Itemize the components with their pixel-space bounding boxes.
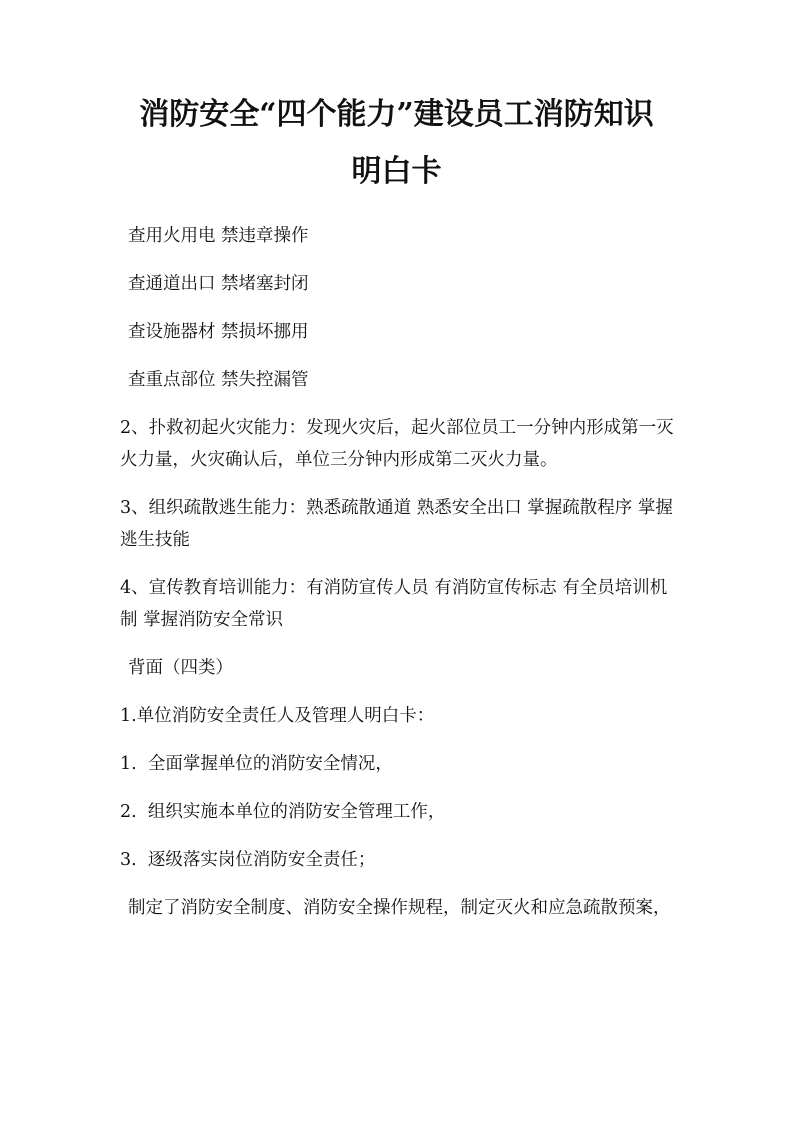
document-title-line1: 消防安全“四个能力”建设员工消防知识 <box>139 97 654 132</box>
list-item-1: 1. 全面掌握单位的消防安全情况， <box>120 754 393 774</box>
paragraph-check-fire-electricity: 查用火用电 禁违章操作 <box>128 226 309 246</box>
paragraph-check-key-areas: 查重点部位 禁失控漏管 <box>128 370 309 390</box>
paragraph-check-equipment: 查设施器材 禁损坏挪用 <box>128 322 309 342</box>
paragraph-fire-fighting-ability: 2、扑救初起火灾能力：发现火灾后，起火部位员工一分钟内形成第一灭火力量，火灾确认后，单位三分钟内形成第二灭火力量。 <box>120 418 674 470</box>
paragraph-regulations: 制定了消防安全制度、消防安全操作规程，制定灭火和应急疏散预案， <box>128 898 671 918</box>
paragraph-responsible-person-card: 1.单位消防安全责任人及管理人明白卡： <box>120 706 435 726</box>
paragraph-training-ability: 4、宣传教育培训能力：有消防宣传人员 有消防宣传标志 有全员培训机制 掌握消防安全常识 <box>120 578 668 630</box>
paragraph-back-side-heading: 背面（四类） <box>128 658 233 678</box>
paragraph-evacuation-ability: 3、组织疏散逃生能力：熟悉疏散通道 熟悉安全出口 掌握疏散程序 掌握逃生技能 <box>120 498 673 550</box>
document-body <box>120 220 680 940</box>
paragraph-check-exits: 查通道出口 禁堵塞封闭 <box>128 274 309 294</box>
list-item-2: 2. 组织实施本单位的消防安全管理工作， <box>120 802 446 822</box>
document-title-line2: 明白卡 <box>351 154 442 189</box>
list-item-3: 3. 逐级落实岗位消防安全责任； <box>120 850 376 870</box>
